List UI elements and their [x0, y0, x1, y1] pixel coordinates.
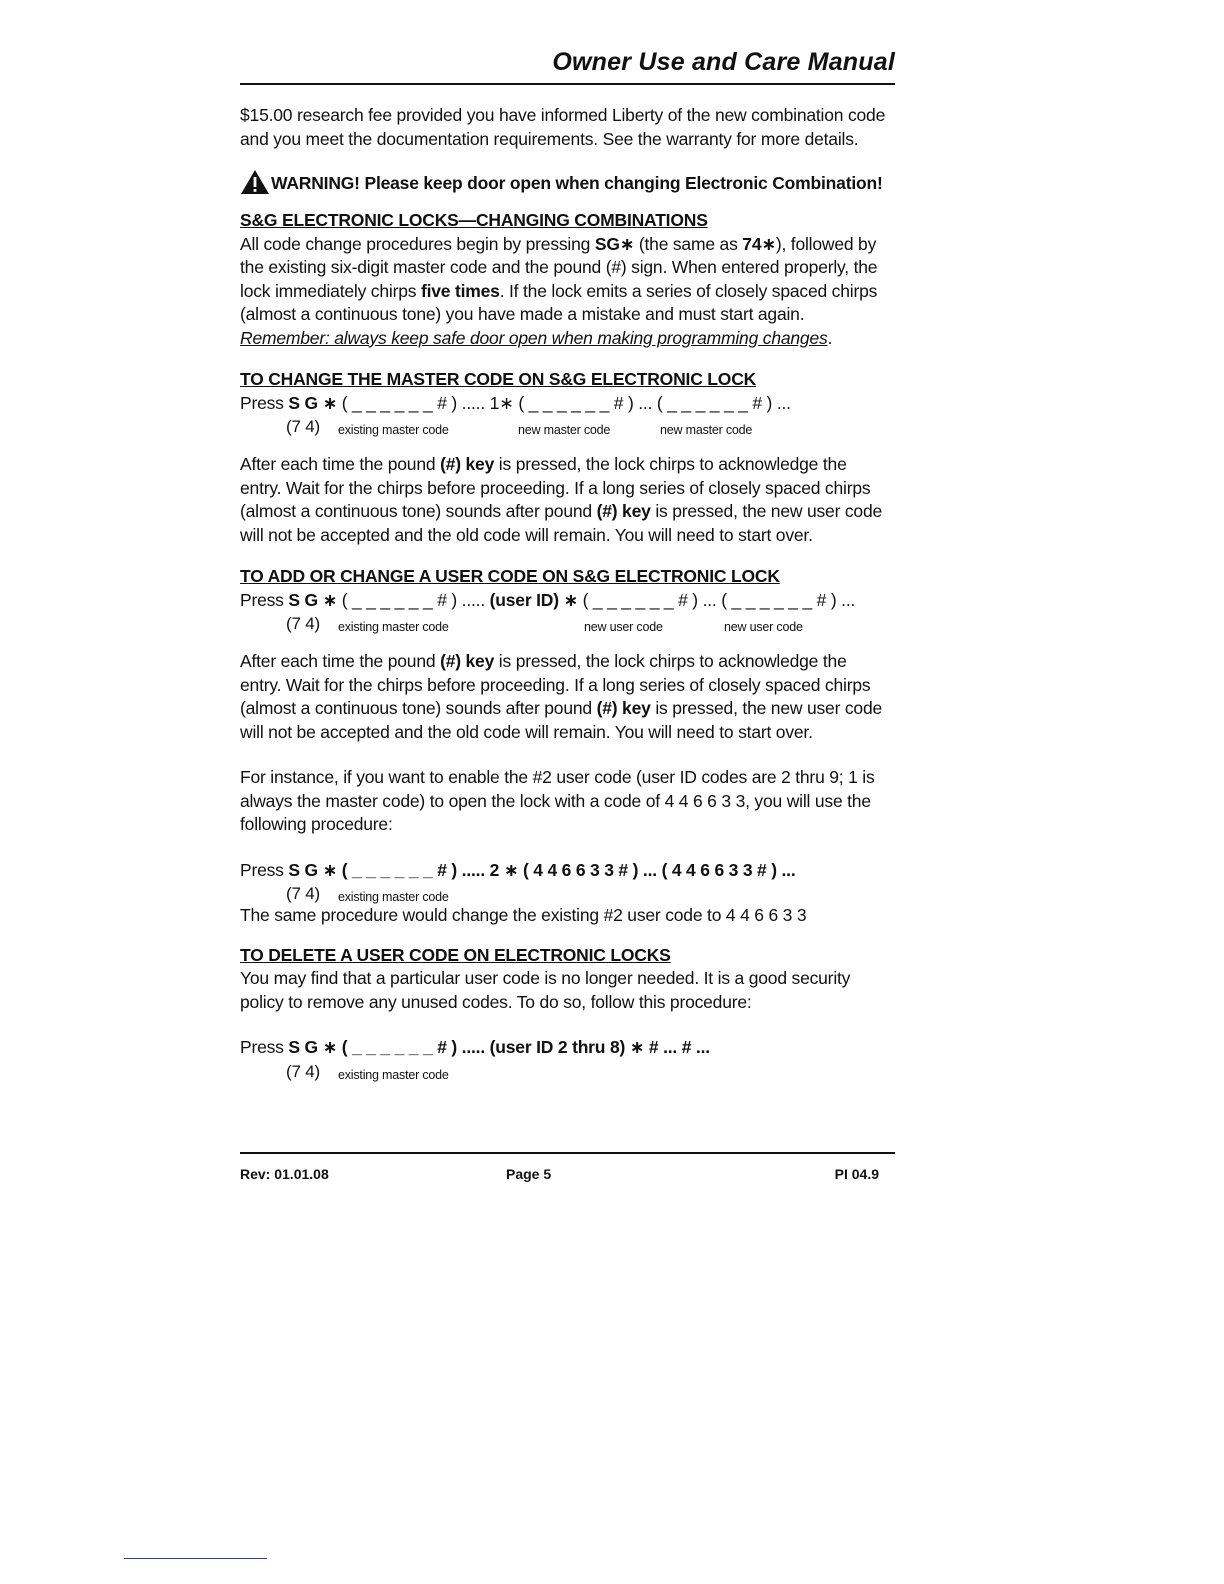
text-run: is pressed, the lock chirps to acknowledge the entry. Wait for the chirps before proceeding. If a long series of closely spaced chirps (almost a continuous tone) sounds after pound — [240, 651, 871, 718]
instance-paragraph: For instance, if you want to enable the #2 user code (user ID codes are 2 thru 9; 1 is always the master code) to open the lock with a code of 4 4 6 6 3 3, you will use the following procedure: — [240, 767, 875, 834]
text-run: Press — [240, 392, 289, 413]
remember-note: Remember: always keep safe door open when making programming changes — [240, 327, 828, 348]
page-header — [240, 48, 895, 85]
section-title-add-user-code: TO ADD OR CHANGE A USER CODE ON S&G ELECTRONIC LOCK — [240, 566, 780, 586]
example-labels — [240, 882, 890, 904]
text-run: Press — [240, 1037, 289, 1057]
section-title-change-master-code: TO CHANGE THE MASTER CODE ON S&G ELECTRONIC LOCK — [240, 369, 757, 389]
label-existing-master-code: existing master code — [338, 1067, 449, 1082]
revision-label: Rev: 01.01.08 — [240, 1166, 329, 1182]
master-code-labels — [240, 415, 890, 437]
warning-notice — [240, 169, 890, 195]
warning-text: WARNING! Please keep door open when changing Electronic Combination! — [271, 172, 883, 193]
label-new-master-code: new master code — [660, 423, 753, 437]
text-run-bold: (#) key — [596, 501, 651, 521]
user-code-labels — [240, 612, 890, 634]
text-run: ( _ _ _ _ _ _ # ) ..... 1∗ ( _ _ _ _ _ _ # ) ... ( _ _ _ _ _ _ # ) ... — [337, 392, 791, 413]
text-run-bold: (#) key — [440, 454, 495, 474]
text-run-bold: SG∗ — [594, 233, 635, 254]
text-run: (the same as — [634, 233, 743, 254]
key-sequence: S G ∗ ( _ _ _ _ _ _ # ) ..... 2 ∗ ( 4 4 6 6 3 3 # ) ... ( 4 4 6 6 3 3 # ) ... — [288, 859, 796, 880]
warning-triangle-icon — [240, 169, 270, 195]
code-74: (7 4) — [286, 884, 320, 903]
text-run-bold: five times — [420, 280, 500, 301]
label-existing-master-code: existing master code — [338, 423, 449, 437]
code-74: (7 4) — [286, 417, 320, 436]
text-run: ( _ _ _ _ _ _ # ) ... ( _ _ _ _ _ _ # ) ... — [577, 589, 856, 610]
text-run: . — [827, 327, 833, 348]
text-run-bold: (#) key — [596, 698, 651, 718]
example-sequence — [240, 859, 890, 883]
code-74: (7 4) — [286, 614, 320, 633]
label-existing-master-code: existing master code — [338, 620, 449, 634]
label-new-user-code: new user code — [584, 620, 663, 634]
document-body — [240, 104, 890, 1082]
section4-paragraph: You may find that a particular user code is no longer needed. It is a good security policy to remove any unused codes. To do so, follow this procedure: — [240, 968, 851, 1012]
text-run: ), followed by the existing six-digit master code and the pound (#) sign. When entered properly, the lock immediately chirps — [240, 233, 878, 301]
section1-paragraph — [240, 233, 890, 351]
delete-labels — [240, 1060, 890, 1082]
key-sequence: S G ∗ — [288, 392, 338, 413]
delete-sequence — [240, 1036, 890, 1060]
page-number: Page 5 — [506, 1166, 552, 1182]
text-run: is pressed, the new user code will not be accepted and the old code will remain. You will need to start over. — [240, 698, 883, 742]
text-run: All code change procedures begin by pressing — [240, 233, 595, 254]
text-run: Press — [240, 859, 289, 880]
section-title-delete-user-code: TO DELETE A USER CODE ON ELECTRONIC LOCKS — [240, 944, 671, 965]
user-code-sequence — [240, 589, 890, 613]
text-run: After each time the pound — [240, 651, 441, 671]
page-footer — [240, 1152, 895, 1186]
user-id-key: (user ID) ∗ — [489, 589, 578, 610]
text-run: . If the lock emits a series of closely spaced chirps (almost a continuous tone) you have made a mistake and must start again. — [240, 280, 878, 324]
code-74: (7 4) — [286, 1061, 320, 1081]
scan-edge-line — [124, 1558, 267, 1559]
document-id: PI 04.9 — [834, 1166, 879, 1182]
intro-paragraph: $15.00 research fee provided you have informed Liberty of the new combination code and you meet the documentation requirements. See the warranty for more details. — [240, 105, 886, 149]
text-run-bold: (#) key — [440, 651, 495, 671]
text-run: After each time the pound — [240, 454, 441, 474]
text-run: is pressed, the lock chirps to acknowledge the entry. Wait for the chirps before proceeding. If a long series of closely spaced chirps (almost a continuous tone) sounds after pound — [240, 454, 871, 521]
section2-after-paragraph — [240, 453, 890, 547]
text-run: is pressed, the new user code will not be accepted and the old code will remain. You will need to start over. — [240, 501, 883, 545]
master-code-sequence — [240, 392, 890, 416]
text-run: ( _ _ _ _ _ _ # ) ..... — [337, 589, 490, 610]
label-existing-master-code: existing master code — [338, 890, 449, 904]
page-title: Owner Use and Care Manual — [552, 48, 895, 76]
same-procedure-text: The same procedure would change the existing #2 user code to 4 4 6 6 3 3 — [240, 905, 807, 925]
text-run: Press — [240, 589, 289, 610]
key-sequence: S G ∗ — [288, 589, 338, 610]
text-run-bold: 74∗ — [742, 233, 776, 254]
key-sequence: S G ∗ ( _ _ _ _ _ _ # ) ..... (user ID 2 thru 8) ∗ # ... # ... — [288, 1037, 710, 1057]
label-new-user-code: new user code — [724, 620, 803, 634]
section3-after-paragraph — [240, 650, 890, 744]
label-new-master-code: new master code — [518, 423, 611, 437]
section-title-changing-combinations: S&G ELECTRONIC LOCKS—CHANGING COMBINATIONS — [240, 210, 708, 230]
